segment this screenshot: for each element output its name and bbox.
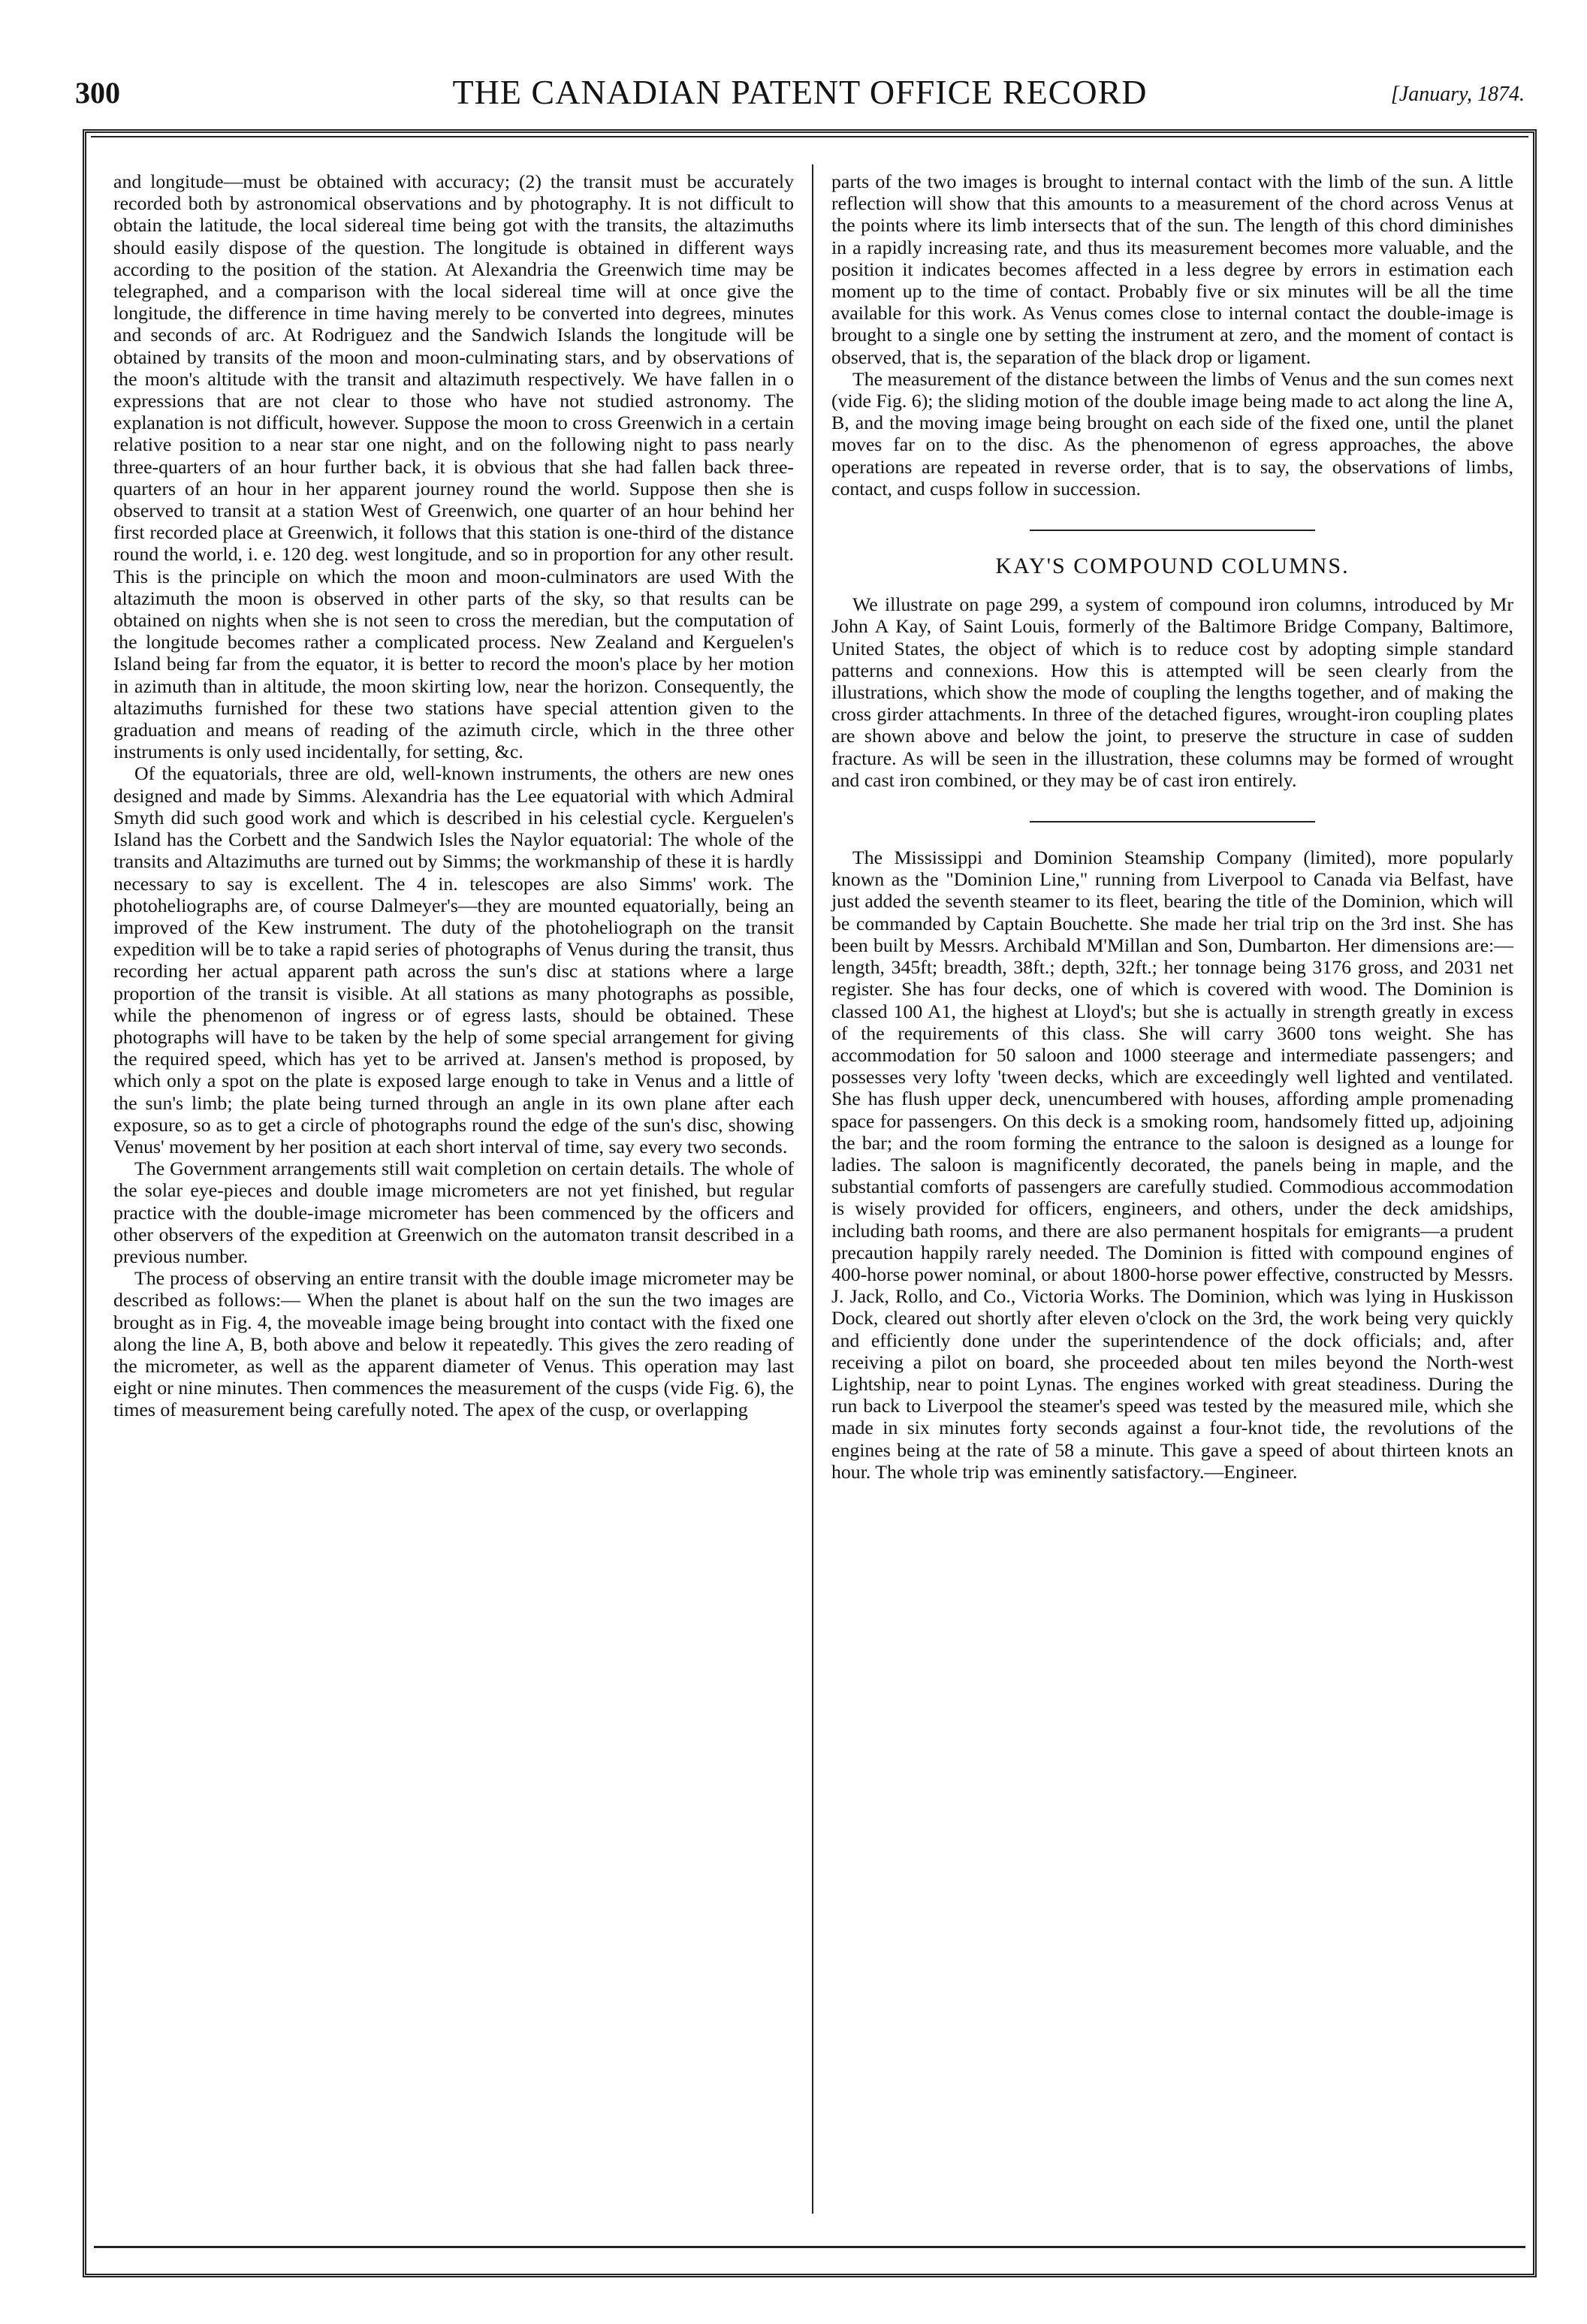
left-column [113, 171, 794, 1421]
issue-date: [January, 1874. [1390, 83, 1525, 106]
page-number: 300 [75, 76, 120, 110]
column-divider [812, 164, 813, 2214]
left-paragraph-1: and longitude—must be obtained with accuracy; (2) the transit must be accurately recorded both by astronomical observations and by photography. It is not difficult to obtain the latitude, the local sidereal time being got with the transits, the altazimuths should easily dispose of the question. The longitude is obtained in different ways according to the position of the station. At Alexandria the Greenwich time may be telegraphed, and a comparison with the local sidereal time will at once give the longitude, the difference in time having merely to be converted into degrees, minutes and seconds of arc. At Rodriguez and the Sandwich Islands the longitude will be obtained by transits of the moon and moon-culminating stars, and by observations of the moon's altitude with the transit and altazimuth respectively. We have fallen in o expressions that are not clear to those who have not studied astronomy. The explanation is not difficult, however. Suppose the moon to cross Greenwich in a certain relative position to a near star one night, and on the following night to pass nearly three-quarters of an hour further back, it is obvious that she had fallen back three-quarters of an hour in her apparent journey round the world. Suppose then she is observed to transit at a station West of Greenwich, one quarter of an hour behind her first recorded place at Greenwich, it follows that this station is one-third of the distance round the world, i. e. 120 deg. west longitude, and so in proportion for any other result. This is the principle on which the moon and moon-culminators are used With the altazimuth the moon is observed in other parts of the sky, so that results can be obtained on nights when she is not seen to cross the meredian, but the computation of the longitude becomes rather a complicated process. New Zealand and Kerguelen's Island being far from the equator, it is better to record the moon's place by her motion in azimuth than in altitude, the moon skirting low, near the horizon. Consequently, the altazimuths furnished for these two stations have special attention given to the graduation and means of reading of the azimuth circle, which in the three other instruments is only used incidentally, for setting, &c. [113, 171, 794, 763]
running-title: THE CANADIAN PATENT OFFICE RECORD [452, 73, 1148, 111]
section-separator-2 [1030, 821, 1315, 822]
kay-columns-paragraph: We illustrate on page 299, a system of compound iron columns, introduced by Mr John A Kay, of Saint Louis, formerly of the Baltimore Bridge Company, Baltimore, United States, the object of which is to reduce cost by adopting simple standard patterns and connexions. How this is attempted will be seen clearly from the illustrations, which show the mode of coupling the lengths together, and of making the cross girder attachments. In three of the detached figures, wrought-iron coupling plates are shown above and below the joint, to preserve the structure in case of sudden fracture. As will be seen in the illustration, these columns may be formed of wrought and cast iron combined, or they may be of cast iron entirely. [831, 593, 1513, 791]
right-paragraph-2: The measurement of the distance between the limbs of Venus and the sun comes next (vide Fig. 6); the sliding motion of the double image being made to act along the line A, B, and the moving image being brought on each side of the fixed one, until the planet moves far on to the disc. As the phenomenon of egress approaches, the above operations are repeated in reverse order, that is to say, the observations of limbs, contact, and cusps follow in succession. [831, 367, 1513, 500]
right-paragraph-1: parts of the two images is brought to internal contact with the limb of the sun. A little reflection will show that this amounts to a measurement of the chord across Venus at the points where its limb intersects that of the sun. The length of this chord diminishes in a rapidly increasing rate, and thus its measurement becomes more valuable, and the position it indicates becomes affected in a less degree by errors in estimation each moment up to the time of contact. Probably five or six minutes will be all the time available for this work. As Venus comes close to internal contact the double-image is brought to a single one by setting the instrument at zero, and the moment of contact is observed, that is, the separation of the black drop or ligament. [831, 171, 1513, 368]
bottom-rule [94, 2246, 1525, 2248]
steamship-paragraph: The Mississippi and Dominion Steamship Company (limited), more popularly known as the "Dominion Line," running from Liverpool to Canada via Belfast, have just added the seventh steamer to its fleet, bearing the title of the Dominion, which will be commanded by Captain Bouchette. She made her trial trip on the 3rd inst. She has been built by Messrs. Archibald M'Millan and Son, Dumbarton. Her dimensions are:—length, 345ft; breadth, 38ft.; depth, 32ft.; her tonnage being 3176 gross, and 2031 net register. She has four decks, one of which is covered with wood. The Dominion is classed 100 A1, the highest at Lloyd's; but she is actually in strength greatly in excess of the requirements of this class. She will carry 3600 tons weight. She has accommodation for 50 saloon and 1000 steerage and intermediate passengers; and possesses very lofty 'tween decks, which are exceedingly well lighted and ventilated. She has flush upper deck, unencumbered with houses, affording ample promenading space for passengers. On this deck is a smoking room, handsomely fitted up, adjoining the bar; and the room forming the entrance to the saloon is designed as a lounge for ladies. The saloon is magnificently decorated, the panels being in maple, and the substantial comforts of passengers are carefully studied. Commodious accommodation is wisely provided for officers, engineers, and others, under the deck amidships, including bath rooms, and there are also permanent hospitals for emigrants—a prudent precaution happily rarely needed. The Dominion is fitted with compound engines of 400-horse power nominal, or about 1800-horse power effective, constructed by Messrs. J. Jack, Rollo, and Co., Victoria Works. The Dominion, which was lying in Huskisson Dock, cleared out shortly after eleven o'clock on the 3rd, the work being very quickly and efficiently done under the superintendence of the dock officials; and, after receiving a pilot on board, she proceeded about ten miles beyond the North-west Lightship, near to point Lynas. The engines worked with great steadiness. During the run back to Liverpool the steamer's speed was tested by the measured mile, which she made in six minutes forty seconds against a four-knot tide, the revolutions of the engines being at the rate of 58 a minute. This gave a speed of about thirteen knots an hour. The whole trip was eminently satisfactory.—Engineer. [831, 847, 1513, 1483]
page-frame [83, 129, 1537, 2277]
left-paragraph-3: The Government arrangements still wait completion on certain details. The whole of the solar eye-pieces and double image micrometers are not yet finished, but regular practice with the double-image micrometer has been commenced by the officers and other observers of the expedition at Greenwich on the automaton transit described in a previous number. [113, 1157, 794, 1267]
left-paragraph-4: The process of observing an entire transit with the double image micrometer may be described as follows:— When the planet is about half on the sun the two images are brought as in Fig. 4, the moveable image being brought into contact with the fixed one along the line A, B, both above and below it repeatedly. This gives the zero reading of the micrometer, as well as the apparent diameter of Venus. This operation may last eight or nine minutes. Then commences the measurement of the cusps (vide Fig. 6), the times of measurement being carefully noted. The apex of the cusp, or overlapping [113, 1267, 794, 1421]
top-rule [91, 136, 1528, 137]
left-paragraph-2: Of the equatorials, three are old, well-known instruments, the others are new ones designed and made by Simms. Alexandria has the Lee equatorial with which Admiral Smyth did such good work and which is described in his celestial cycle. Kerguelen's Island has the Corbett and the Sandwich Isles the Naylor equatorial: The whole of the transits and Altazimuths are turned out by Simms; the workmanship of these it is hardly necessary to say is excellent. The 4 in. telescopes are also Simms' work. The photoheliographs are, of course Dalmeyer's—they are mounted equatorially, being an improved of the Kew instrument. The duty of the photoheliograph on the transit expedition will be to take a rapid series of photographs of Venus during the transit, thus recording her actual apparent path across the sun's disc at stations where a large proportion of the transit is visible. At all stations as many photographs as possible, while the phenomenon of ingress or of egress lasts, should be obtained. These photographs will have to be taken by the help of some special arrangement for giving the required speed, which has yet to be arrived at. Jansen's method is proposed, by which only a spot on the plate is exposed large enough to take in Venus and a little of the sun's limb; the plate being turned through an angle in its own plane after each exposure, so as to get a circle of photographs round the edge of the sun's disc, showing Venus' movement by her position at each short interval of time, say every two seconds. [113, 762, 794, 1157]
section-separator [1030, 530, 1315, 531]
article-heading: KAY'S COMPOUND COLUMNS. [995, 554, 1350, 579]
right-column [831, 171, 1513, 1483]
page-header [75, 75, 1525, 123]
